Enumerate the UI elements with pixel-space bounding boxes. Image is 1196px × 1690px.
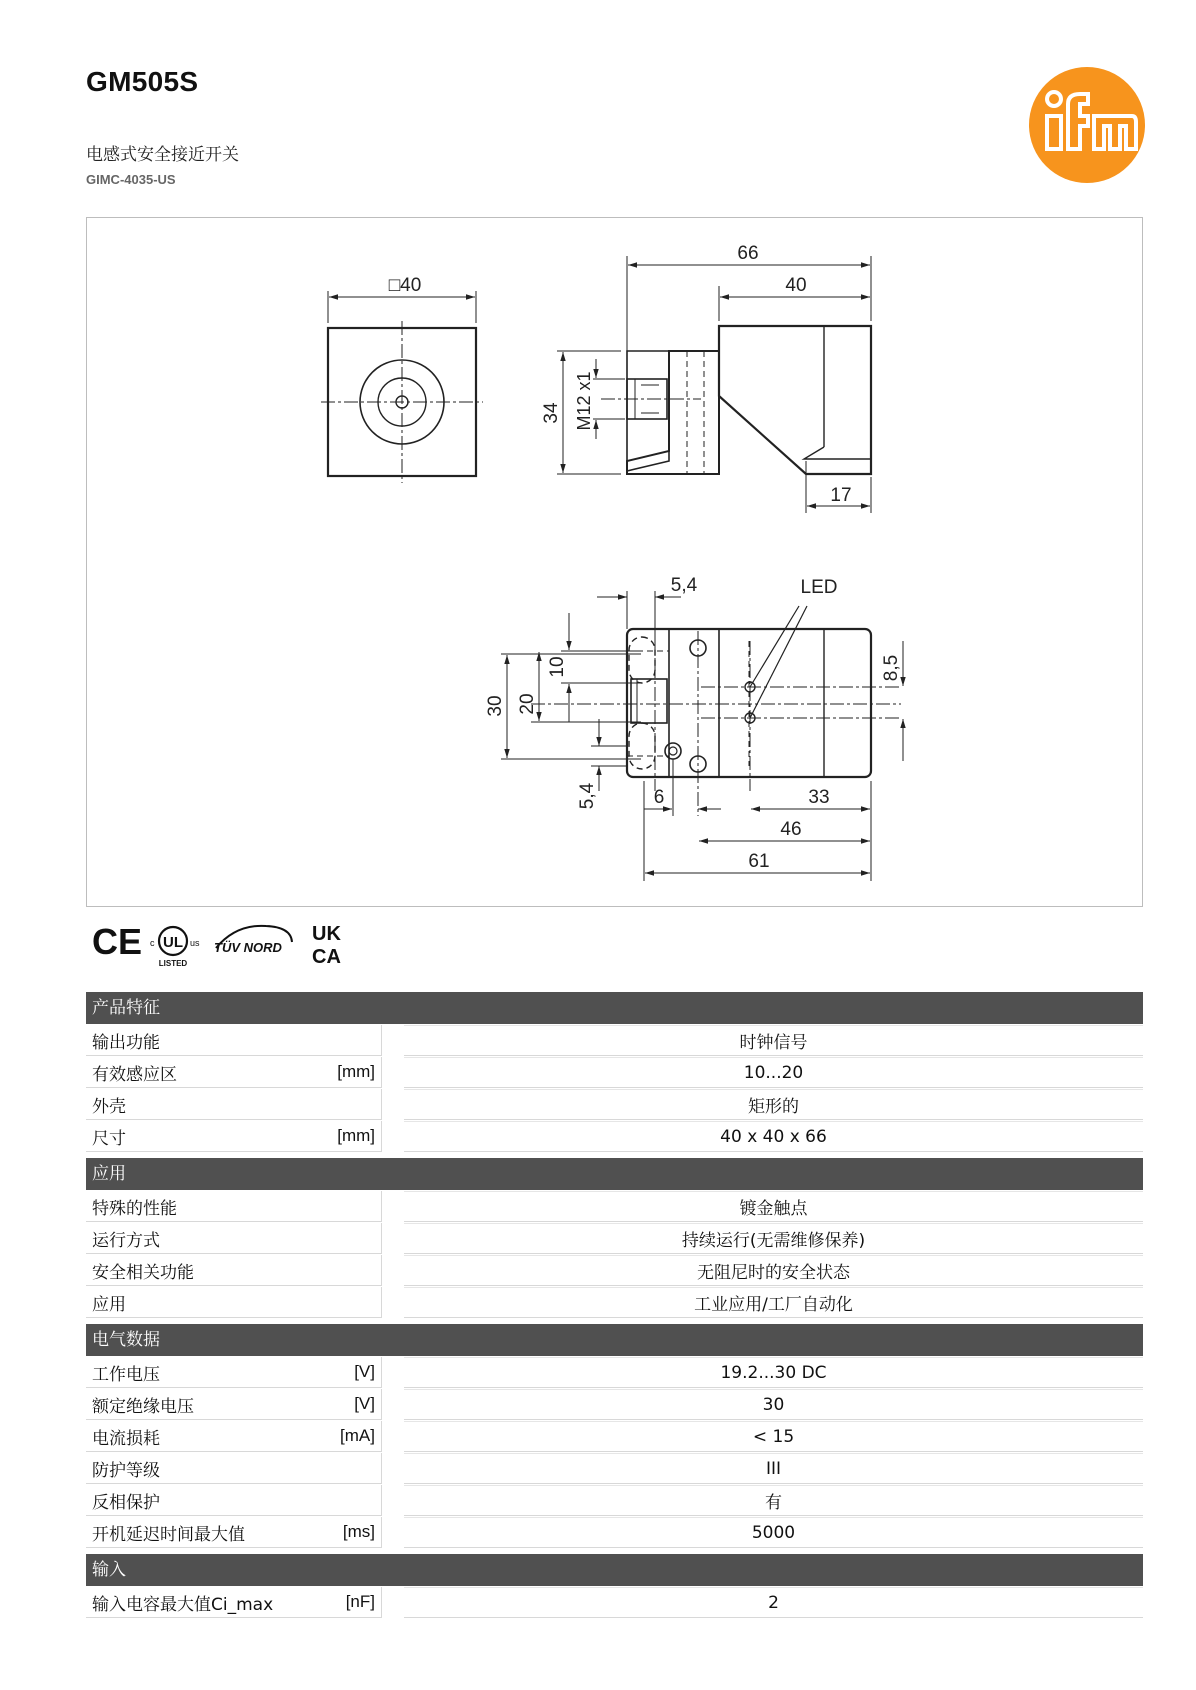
spec-unit: [V] (354, 1362, 375, 1381)
spec-row (86, 1420, 1143, 1452)
product-subtitle: 电感式安全接近开关 (86, 145, 239, 165)
spec-unit: [V] (354, 1394, 375, 1413)
spec-label: 开机延迟时间最大值 (92, 1524, 245, 1545)
spec-value: 镀金触点 (404, 1191, 1143, 1222)
section-header-electrical: 电气数据 (86, 1324, 1143, 1356)
dim-61: 61 (748, 851, 770, 872)
dim-10: 10 (547, 656, 568, 678)
spec-row (86, 1088, 1143, 1120)
spec-value: III (404, 1453, 1143, 1484)
ukca-top: UK (312, 923, 341, 945)
spec-row (86, 1388, 1143, 1420)
dim-40: 40 (785, 275, 807, 296)
spec-row (86, 1024, 1143, 1056)
spec-label: 防护等级 (92, 1460, 160, 1481)
spec-unit: [ms] (342, 1522, 375, 1541)
ifm-logo (1028, 66, 1146, 184)
spec-row (86, 1516, 1143, 1548)
tuv-nord-mark: TÜV NORD (214, 940, 282, 955)
dim-5-4-top: 5,4 (670, 575, 698, 596)
dim-33: 33 (808, 787, 830, 808)
led-label: LED (800, 577, 838, 598)
spec-table (86, 992, 1143, 1618)
spec-label: 输出功能 (92, 1032, 160, 1053)
spec-unit: [nF] (345, 1592, 375, 1611)
section-header-input: 输入 (86, 1554, 1143, 1586)
dim-square-40: □40 (388, 275, 422, 296)
ukca-bottom: CA (312, 946, 341, 968)
spec-value: 持续运行(无需维修保养) (404, 1223, 1143, 1254)
side-view-base (627, 351, 719, 474)
spec-row (86, 1222, 1143, 1254)
certification-marks (86, 918, 366, 968)
dim-8-5: 8,5 (881, 654, 902, 682)
dim-thread: M12 x1 (574, 371, 594, 431)
ul-us: us (190, 938, 200, 948)
spec-value: 时钟信号 (404, 1025, 1143, 1056)
spec-value: 矩形的 (404, 1089, 1143, 1120)
spec-row (86, 1120, 1143, 1152)
dim-66: 66 (737, 243, 759, 264)
connector-top-view (631, 679, 667, 723)
dim-5-4-bottom: 5,4 (577, 782, 598, 810)
spec-row (86, 1484, 1143, 1516)
dim-20: 20 (517, 693, 538, 715)
spec-value: 10...20 (404, 1057, 1143, 1088)
dim-6: 6 (653, 787, 665, 808)
spec-row (86, 1254, 1143, 1286)
spec-label: 特殊的性能 (92, 1198, 177, 1219)
spec-row (86, 1190, 1143, 1222)
spec-label: 应用 (92, 1294, 126, 1315)
spec-value: 30 (404, 1389, 1143, 1420)
side-view-housing (719, 326, 871, 474)
spec-unit: [mm] (337, 1062, 375, 1081)
dim-34: 34 (541, 402, 562, 424)
spec-value: < 15 (404, 1421, 1143, 1452)
ce-mark: CE (92, 921, 143, 962)
spec-row (86, 1056, 1143, 1088)
spec-value: 有 (404, 1485, 1143, 1516)
spec-label: 外壳 (92, 1096, 126, 1117)
spec-value: 工业应用/工厂自动化 (404, 1287, 1143, 1318)
section-header-features: 产品特征 (86, 992, 1143, 1024)
spec-label: 安全相关功能 (92, 1262, 194, 1283)
dim-30: 30 (485, 695, 506, 717)
spec-row (86, 1586, 1143, 1618)
spec-label: 尺寸 (92, 1128, 126, 1149)
spec-value: 2 (404, 1587, 1143, 1618)
spec-label: 额定绝缘电压 (92, 1396, 194, 1417)
spec-label: 有效感应区 (92, 1064, 177, 1085)
product-code: GIMC-4035-US (86, 172, 176, 187)
dimension-drawing (86, 217, 1143, 907)
spec-label: 运行方式 (92, 1230, 160, 1251)
dim-46: 46 (780, 819, 802, 840)
ul-listed: LISTED (158, 959, 188, 968)
spec-label: 输入电容最大值Ci_max (92, 1594, 274, 1615)
spec-row (86, 1286, 1143, 1318)
technical-drawing (87, 218, 1144, 908)
ul-c: c (150, 938, 155, 948)
dim-17: 17 (830, 485, 852, 506)
spec-label: 反相保护 (92, 1492, 160, 1513)
spec-label: 电流损耗 (92, 1428, 160, 1449)
spec-unit: [mm] (337, 1126, 375, 1145)
spec-label: 工作电压 (92, 1364, 160, 1385)
section-header-application: 应用 (86, 1158, 1143, 1190)
spec-row (86, 1356, 1143, 1388)
spec-value: 无阻尼时的安全状态 (404, 1255, 1143, 1286)
spec-unit: [mA] (340, 1426, 375, 1445)
spec-row (86, 1452, 1143, 1484)
spec-value: 40 x 40 x 66 (404, 1121, 1143, 1152)
spec-value: 19.2...30 DC (404, 1357, 1143, 1388)
spec-value: 5000 (404, 1517, 1143, 1548)
product-title: GM505S (86, 66, 199, 97)
ul-mark: UL (163, 934, 183, 951)
